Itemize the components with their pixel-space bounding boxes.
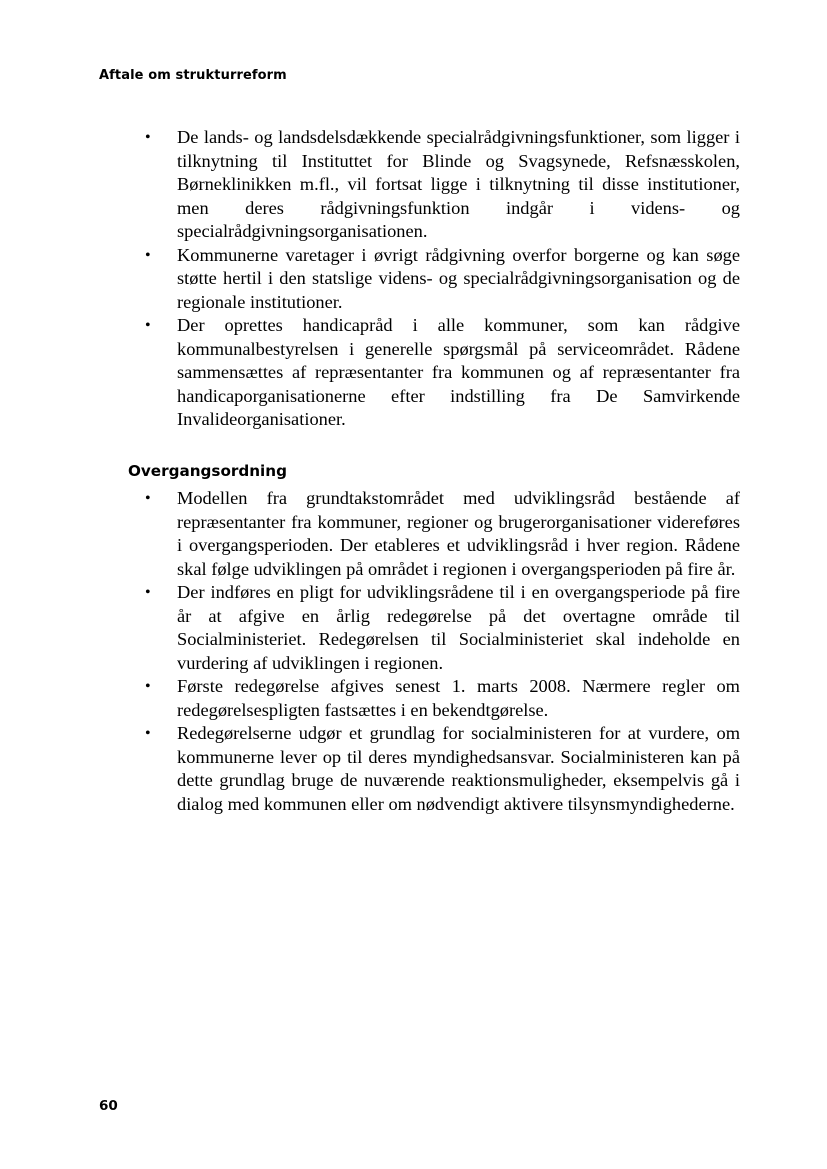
bullet-icon: • xyxy=(145,490,151,507)
list-item xyxy=(145,314,740,432)
list-item xyxy=(145,487,740,581)
list-item-text: Første redegørelse afgives senest 1. marts 2008. Nærmere regler om redegørelsespligten fastsættes i en bekendtgørelse. xyxy=(177,676,740,720)
bullet-icon: • xyxy=(145,678,151,695)
list-item-text: De lands- og landsdelsdækkende specialrådgivningsfunktioner, som ligger i tilknytning til Instituttet for Blinde og Svagsynede, Refsnæsskolen, Børneklinikken m.fl., vil fortsat ligge i tilknytning til disse institutioner, men deres rådgivningsfunktion indgår i videns- og specialrådgivningsorganisationen. xyxy=(177,127,740,241)
bullet-icon: • xyxy=(145,246,151,264)
list-item-text: Modellen fra grundtakstområdet med udviklingsråd bestående af repræsentanter fra kommuner, regioner og brugerorganisationer videreføres i overgangsperioden. Der etableres et udviklingsråd i hver region. Rådene skal følge udviklingen på området i regionen i overgangsperioden på fire år. xyxy=(177,488,740,579)
list-item xyxy=(145,581,740,675)
bullet-icon: • xyxy=(145,129,151,146)
list-item xyxy=(145,126,740,244)
list-item xyxy=(145,244,740,315)
page-number: 60 xyxy=(99,1098,118,1114)
list-item xyxy=(145,675,740,722)
list-item-text: Der indføres en pligt for udviklingsrådene til i en overgangsperiode på fire år at afgive en årlig redegørelse på det overtagne område til Socialministeriet. Redegørelsen til Socialministeriet skal indeholde en vurdering af udviklingen i regionen. xyxy=(177,582,740,673)
running-header: Aftale om strukturreform xyxy=(99,68,287,83)
bullet-icon: • xyxy=(145,317,151,334)
section-heading: Overgangsordning xyxy=(128,462,287,480)
list-item-text: Kommunerne varetager i øvrigt rådgivning overfor borgerne og kan søge støtte hertil i den statslige videns- og specialrådgivningsorganisation og de regionale institutioner. xyxy=(177,244,740,312)
section-bullet-list xyxy=(145,487,740,816)
intro-bullet-list xyxy=(145,126,740,432)
bullet-icon: • xyxy=(145,584,151,601)
list-item-text: Redegørelserne udgør et grundlag for socialministeren for at vurdere, om kommunerne lever op til deres myndighedsansvar. Socialministeren kan på dette grundlag bruge de nuværende reaktionsmuligheder, eksempelvis gå i dialog med kommunen eller om nødvendigt aktivere tilsynsmyndighederne. xyxy=(177,723,740,814)
bullet-icon: • xyxy=(145,725,151,742)
list-item xyxy=(145,722,740,816)
list-item-text: Der oprettes handicapråd i alle kommuner, som kan rådgive kommunalbestyrelsen i generelle spørgsmål på serviceområdet. Rådene sammensættes af repræsentanter fra kommunen og af repræsentanter fra handicaporganisationerne efter indstilling fra De Samvirkende Invalideorganisationer. xyxy=(177,315,740,429)
